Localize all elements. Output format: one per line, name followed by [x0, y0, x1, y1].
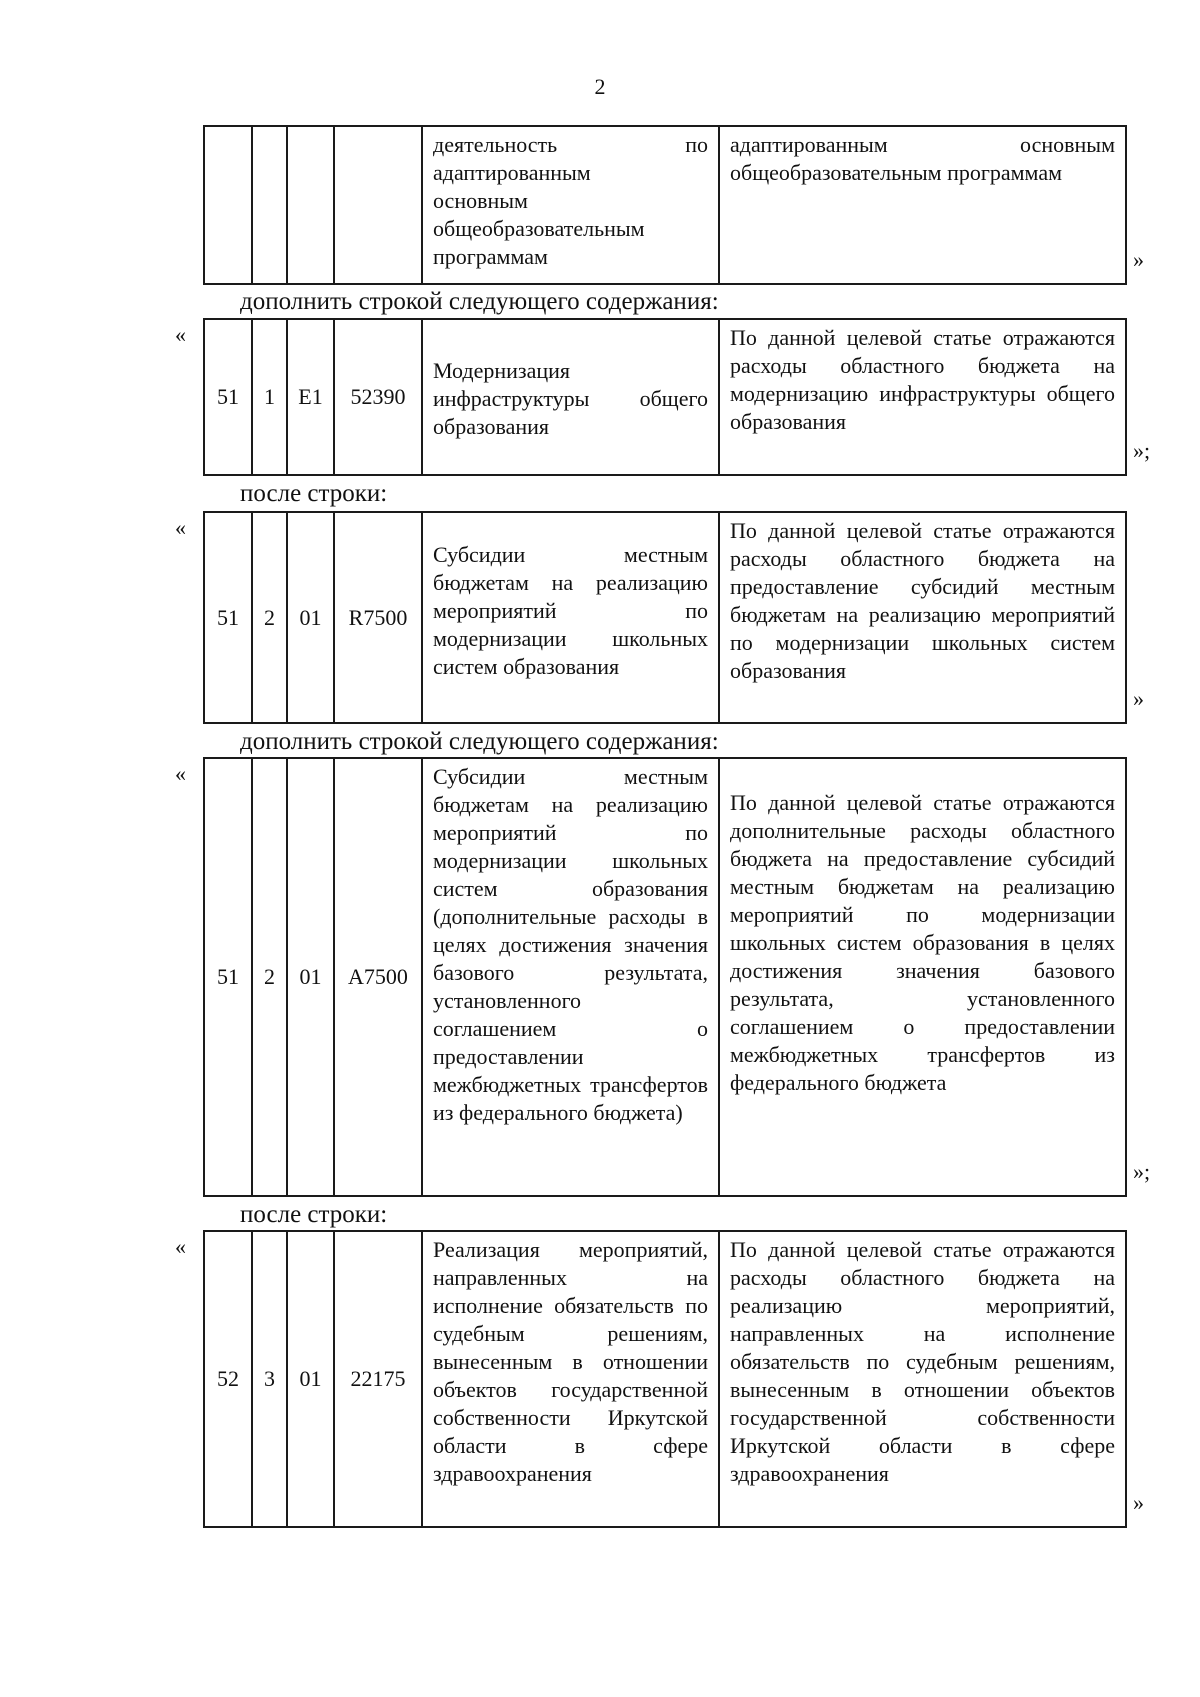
- row-description: По данной целевой статье отражаются расходы областного бюджета на модернизацию инфраструктуры общего образования: [719, 319, 1126, 475]
- row-description: адаптированным основным общеобразовательным программам: [719, 126, 1126, 284]
- opening-quote: «: [175, 322, 186, 347]
- table-row-A7500: [175, 757, 1151, 1197]
- row-description: По данной целевой статье отражаются расходы областного бюджета на предоставление субсидий местным бюджетам на реализацию мероприятий по модернизации школьных систем образования: [719, 512, 1126, 723]
- heading-add-row: дополнить строкой следующего содержания:: [240, 728, 719, 755]
- closing-quote: »: [1133, 686, 1144, 711]
- code-direction: R7500: [334, 512, 422, 723]
- closing-quote: »: [1133, 247, 1144, 272]
- code-direction: 22175: [334, 1231, 422, 1527]
- code-direction: A7500: [334, 758, 422, 1196]
- closing-quote: »;: [1133, 438, 1151, 463]
- closing-quote: »: [1133, 1490, 1144, 1515]
- table-row-continuation: [203, 125, 1144, 285]
- opening-quote: «: [175, 761, 186, 786]
- table-row-52390: [175, 318, 1151, 476]
- code-table: [203, 1230, 1127, 1528]
- code-subprogram: 2: [252, 758, 287, 1196]
- row-name: Субсидии местным бюджетам на реализацию мероприятий по модернизации школьных систем образования (дополнительные расходы в целях достижения значения базового результата, установленного соглашением о предоставлении межбюджетных трансфертов из федерального бюджета): [422, 758, 719, 1196]
- code-table: [203, 125, 1127, 285]
- opening-quote: «: [175, 515, 186, 540]
- heading-after-row: после строки:: [240, 480, 388, 507]
- code-program: 51: [204, 758, 252, 1196]
- code-table: [203, 757, 1127, 1197]
- row-name: Модернизация инфраструктуры общего образования: [422, 319, 719, 475]
- code-event: [287, 126, 334, 284]
- code-direction: [334, 126, 422, 284]
- heading-add-row: дополнить строкой следующего содержания:: [240, 288, 719, 315]
- opening-quote: «: [175, 1234, 186, 1259]
- table-row-22175: [175, 1230, 1144, 1528]
- row-name: Субсидии местным бюджетам на реализацию мероприятий по модернизации школьных систем образования: [422, 512, 719, 723]
- table-row-R7500: [175, 511, 1144, 724]
- page-number: 2: [594, 74, 606, 99]
- code-subprogram: 1: [252, 319, 287, 475]
- code-event: 01: [287, 512, 334, 723]
- code-table: [203, 511, 1127, 724]
- code-table: [203, 318, 1127, 476]
- code-program: 51: [204, 512, 252, 723]
- code-subprogram: 3: [252, 1231, 287, 1527]
- code-subprogram: 2: [252, 512, 287, 723]
- code-event: E1: [287, 319, 334, 475]
- code-program: 51: [204, 319, 252, 475]
- row-name: деятельность по адаптированным основным общеобразовательным программам: [422, 126, 719, 284]
- heading-after-row: после строки:: [240, 1201, 388, 1228]
- code-subprogram: [252, 126, 287, 284]
- code-event: 01: [287, 758, 334, 1196]
- row-name: Реализация мероприятий, направленных на исполнение обязательств по судебным решениям, вынесенным в отношении объектов государственной собственности Иркутской области в сфере здравоохранения: [422, 1231, 719, 1527]
- row-description: По данной целевой статье отражаются расходы областного бюджета на реализацию мероприятий, направленных на исполнение обязательств по судебным решениям, вынесенным в отношении объектов государственной собственности Иркутской области в сфере здравоохранения: [719, 1231, 1126, 1527]
- code-program: [204, 126, 252, 284]
- code-event: 01: [287, 1231, 334, 1527]
- code-direction: 52390: [334, 319, 422, 475]
- closing-quote: »;: [1133, 1159, 1151, 1184]
- code-program: 52: [204, 1231, 252, 1527]
- row-description: По данной целевой статье отражаются дополнительные расходы областного бюджета на предоставление субсидий местным бюджетам на реализацию мероприятий по модернизации школьных систем образования в целях достижения значения базового результата, установленного соглашением о предоставлении межбюджетных трансфертов из федерального бюджета: [719, 758, 1126, 1196]
